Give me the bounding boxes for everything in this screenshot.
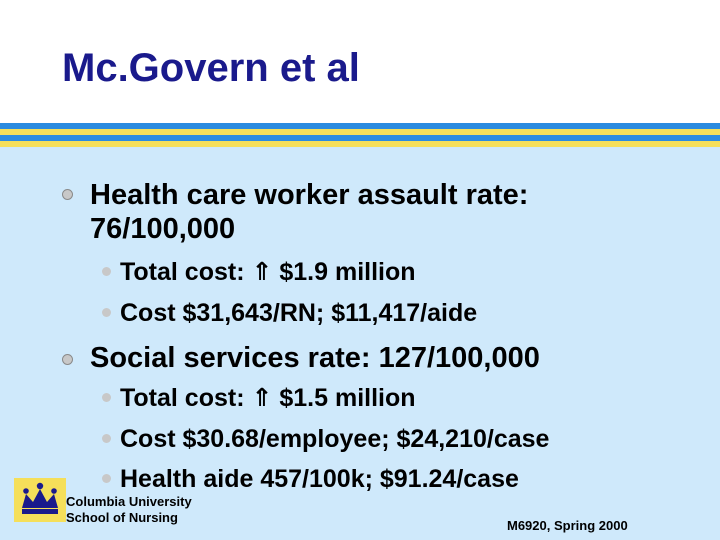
institution-name <box>66 494 192 526</box>
course-label: M6920, Spring 2000 <box>507 518 628 533</box>
sub-bullet-text: Cost $30.68/employee; $24,210/case <box>120 425 550 453</box>
sub-bullet-text: Health aide 457/100k; $91.24/case <box>120 465 519 493</box>
bullet-text-continued: 76/100,000 <box>90 213 236 245</box>
header-stripes <box>0 123 720 152</box>
institution-line: Columbia University <box>66 494 192 509</box>
sub-bullet-text: Total cost: ⇑ $1.9 million <box>120 258 416 286</box>
sub-bullet-text: Total cost: ⇑ $1.5 million <box>120 384 416 412</box>
sub-bullet-marker <box>102 474 111 483</box>
bullet-text: Social services rate: 127/100,000 <box>90 342 540 374</box>
slide-title: Mc.Govern et al <box>62 46 360 90</box>
sub-bullet-marker <box>102 434 111 443</box>
crown-icon <box>14 478 66 522</box>
bullet-marker <box>62 189 73 200</box>
sub-bullet-marker <box>102 308 111 317</box>
sub-bullet-marker <box>102 393 111 402</box>
institution-line: School of Nursing <box>66 510 178 525</box>
bullet-text: Health care worker assault rate: <box>90 179 529 211</box>
sub-bullet-text: Cost $31,643/RN; $11,417/aide <box>120 299 478 327</box>
sub-bullet-marker <box>102 267 111 276</box>
bullet-marker <box>62 354 73 365</box>
